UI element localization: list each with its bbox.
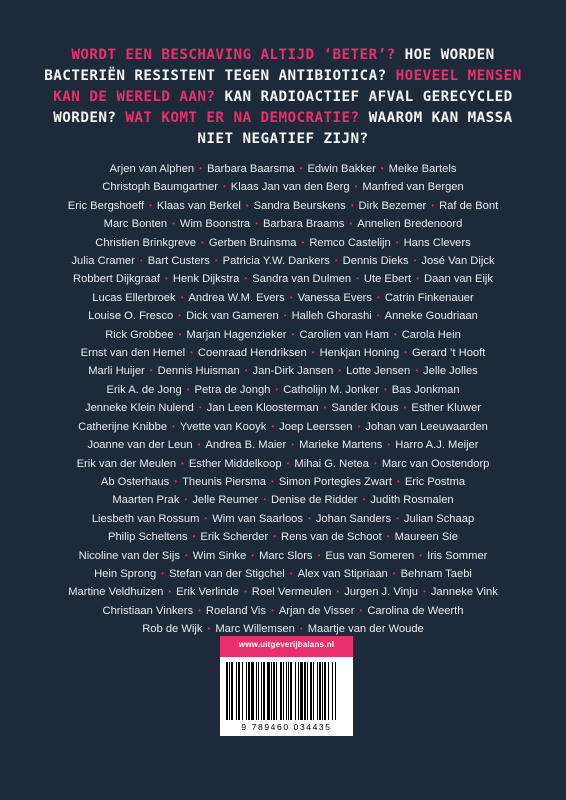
author-name: Daan van Eijk xyxy=(423,273,494,286)
bullet-separator: • xyxy=(354,182,358,192)
author-name: Wim Boonstra xyxy=(179,218,251,231)
bullet-separator: • xyxy=(357,421,361,431)
barcode-bar xyxy=(288,662,289,720)
author-row xyxy=(40,528,526,546)
author-name: Catholijn M. Jonker xyxy=(283,383,379,396)
author-name: Halleh Ghorashi xyxy=(291,310,372,323)
author-name: Martine Veldhuizen xyxy=(68,586,164,599)
author-row xyxy=(40,565,526,583)
bullet-separator: • xyxy=(190,348,193,358)
author-name: Behnam Taebi xyxy=(400,567,472,580)
barcode-bars xyxy=(226,662,347,720)
barcode-bar xyxy=(290,662,292,720)
author-row xyxy=(40,234,526,252)
bullet-separator: • xyxy=(386,532,390,542)
barcode-bar xyxy=(256,662,257,720)
bullet-separator: • xyxy=(149,200,152,210)
author-row xyxy=(40,455,526,473)
bullet-separator: • xyxy=(149,366,153,376)
barcode-bar xyxy=(276,662,277,720)
barcode-bar xyxy=(332,662,333,720)
author-name: Jelle Jolles xyxy=(423,365,478,378)
barcode-bar xyxy=(251,662,254,720)
bullet-separator: • xyxy=(207,624,211,634)
bullet-separator: • xyxy=(415,366,419,376)
author-name: Carolien van Ham xyxy=(299,328,389,341)
bullet-separator: • xyxy=(186,384,190,394)
author-name: Jenneke Klein Nulend xyxy=(84,402,194,415)
bullet-separator: • xyxy=(244,366,248,376)
author-name: Jan-Dirk Jansen xyxy=(252,365,334,378)
barcode-bar xyxy=(273,662,275,720)
author-name: Erik A. de Jong xyxy=(106,383,182,396)
author-row xyxy=(40,491,526,509)
author-name: Meike Bartels xyxy=(388,163,457,175)
headline-segment: HOEVEEL MENSEN KAN DE WERELD AAN? xyxy=(53,68,522,105)
bullet-separator: • xyxy=(286,458,290,468)
bullet-separator: • xyxy=(263,495,267,505)
author-name: Simon Portegies Zwart xyxy=(278,475,393,488)
bullet-separator: • xyxy=(198,605,201,615)
author-name: Ab Osterhaus xyxy=(100,475,170,488)
bullet-separator: • xyxy=(192,532,196,542)
bullet-separator: • xyxy=(214,256,218,266)
author-name: Lotte Jensen xyxy=(346,365,411,378)
barcode-bar xyxy=(231,662,233,720)
barcode-bar xyxy=(242,662,243,720)
author-name: Arjan de Visser xyxy=(278,604,355,617)
bullet-separator: • xyxy=(222,182,226,192)
author-name: Ute Ebert xyxy=(363,273,412,286)
author-name: Wim van Saarloos xyxy=(212,512,303,525)
bullet-separator: • xyxy=(184,495,188,505)
author-name: Sandra Beurskens xyxy=(253,199,346,212)
bullet-separator: • xyxy=(299,164,303,173)
bullet-separator: • xyxy=(172,421,175,431)
author-name: Andrea W.M. Evers xyxy=(188,291,285,304)
author-name: Roeland Vis xyxy=(205,604,267,617)
bullet-separator: • xyxy=(243,587,247,597)
author-name: Hans Clevers xyxy=(403,236,471,249)
author-name: Klaas Jan van den Berg xyxy=(230,181,350,194)
bullet-separator: • xyxy=(336,587,340,597)
author-name: Annelien Bredenoord xyxy=(357,218,463,231)
author-row xyxy=(40,510,526,528)
author-name: Catherijne Knibbe xyxy=(78,420,168,433)
author-name: Hein Sprong xyxy=(94,567,157,580)
author-name: Robbert Dijkgraaf xyxy=(72,273,161,286)
author-name: Maureen Sie xyxy=(394,531,459,544)
barcode-bar xyxy=(304,662,306,720)
author-row xyxy=(40,197,526,215)
barcode-bar xyxy=(226,662,228,720)
barcode-bar xyxy=(328,662,329,720)
barcode-bar xyxy=(246,662,247,720)
barcode-bar xyxy=(236,662,237,720)
bullet-separator: • xyxy=(393,329,397,339)
bullet-separator: • xyxy=(419,550,423,560)
bullet-separator: • xyxy=(139,256,143,266)
bullet-separator: • xyxy=(374,458,377,468)
author-name: Liesbeth van Rossum xyxy=(91,512,200,525)
bullet-separator: • xyxy=(423,587,426,597)
author-row xyxy=(40,270,526,288)
barcode-bar xyxy=(295,662,296,720)
bullet-separator: • xyxy=(359,605,363,615)
author-name: Marli Huijer xyxy=(88,365,145,378)
bullet-separator: • xyxy=(349,219,353,229)
bullet-separator: • xyxy=(413,256,417,266)
author-name: Carolina de Weerth xyxy=(367,604,464,617)
bullet-separator: • xyxy=(204,513,208,523)
author-name: Bas Jonkman xyxy=(391,383,460,396)
author-name: Patricia Y.W. Dankers xyxy=(222,255,330,268)
bullet-separator: • xyxy=(317,550,321,560)
bullet-separator: • xyxy=(168,587,172,597)
author-name: Roel Vermeulen xyxy=(251,586,332,599)
bullet-separator: • xyxy=(356,274,359,284)
barcode-bar xyxy=(258,662,259,720)
bullet-separator: • xyxy=(245,200,249,210)
bullet-separator: • xyxy=(383,384,387,394)
bullet-separator: • xyxy=(416,274,419,284)
author-name: Louise O. Fresco xyxy=(88,310,174,323)
bullet-separator: • xyxy=(198,403,202,413)
bullet-separator: • xyxy=(301,237,305,247)
barcode-bar xyxy=(310,662,312,720)
bullet-separator: • xyxy=(172,219,175,229)
author-name: Andrea B. Maier xyxy=(205,439,287,452)
bullet-separator: • xyxy=(380,164,384,173)
bullet-separator: • xyxy=(184,550,188,560)
bullet-separator: • xyxy=(291,440,295,450)
author-row xyxy=(40,344,526,362)
bullet-separator: • xyxy=(311,348,315,358)
author-name: Stefan van der Stigchel xyxy=(169,567,285,580)
bullet-separator: • xyxy=(199,164,202,173)
author-name: Catrin Finkenauer xyxy=(384,291,474,304)
barcode-bar xyxy=(322,662,323,720)
author-row xyxy=(40,289,526,307)
bullet-separator: • xyxy=(362,495,366,505)
headline-segment: HOE WORDEN BACTERIËN RESISTENT TEGEN ANTIBIOTICA? xyxy=(44,47,495,84)
author-row xyxy=(40,326,526,344)
author-row xyxy=(40,436,526,454)
author-row xyxy=(40,178,526,196)
author-row xyxy=(40,602,526,620)
author-name: Dennis Dieks xyxy=(342,255,409,268)
author-name: Petra de Jongh xyxy=(194,383,271,396)
barcode-bar xyxy=(271,662,272,720)
bullet-separator: • xyxy=(244,274,248,284)
barcode-bar xyxy=(283,662,284,720)
author-name: Christoph Baumgartner xyxy=(102,181,218,194)
bullet-separator: • xyxy=(396,513,399,523)
author-name: Dennis Huisman xyxy=(157,365,240,378)
author-name: Marc van Oostendorp xyxy=(381,457,490,470)
author-name: Jurgen J. Vinju xyxy=(344,586,419,599)
bullet-separator: • xyxy=(289,292,293,302)
bullet-separator: • xyxy=(201,237,204,247)
barcode-bar xyxy=(238,662,240,720)
author-name: Rens van de Schoot xyxy=(281,531,382,544)
author-name: Arjen van Alphen xyxy=(109,163,195,175)
author-row xyxy=(40,399,526,417)
author-name: Remco Castelijn xyxy=(309,236,391,249)
author-name: Dirk Bezemer xyxy=(358,199,427,212)
author-name: Henkjan Honing xyxy=(319,347,400,360)
bullet-separator: • xyxy=(350,200,354,210)
author-name: Erik van der Meulen xyxy=(76,457,177,470)
author-name: Denise de Ridder xyxy=(271,494,358,507)
author-name: Joanne van der Leun xyxy=(87,439,193,452)
bullet-separator: • xyxy=(271,605,274,615)
author-name: Esther Middelkoop xyxy=(188,457,282,470)
author-name: Wim Sinke xyxy=(192,549,247,562)
author-name: Ernst van den Hemel xyxy=(80,347,186,360)
author-name: Anneke Goudriaan xyxy=(384,310,478,323)
bullet-separator: • xyxy=(387,440,391,450)
barcode-bar xyxy=(248,662,250,720)
bullet-separator: • xyxy=(431,200,435,210)
author-name: Sander Klous xyxy=(331,402,399,415)
author-name: Jelle Reumer xyxy=(192,494,259,507)
author-name: Carola Hein xyxy=(401,328,461,341)
author-name: Nicoline van der Sijs xyxy=(78,549,180,562)
author-name: Marc Slors xyxy=(259,549,313,562)
author-name: Gerard ’t Hooft xyxy=(411,347,486,360)
author-name: José Van Dijck xyxy=(421,255,495,268)
author-name: Joep Leerssen xyxy=(279,420,353,433)
barcode-bar xyxy=(298,662,299,720)
author-name: Marc Bonten xyxy=(103,218,168,231)
headline-segment: KAN RADIOACTIEF AFVAL GERECYCLED WORDEN? xyxy=(53,89,513,126)
barcode-bar xyxy=(280,662,282,720)
bullet-separator: • xyxy=(273,532,276,542)
bullet-separator: • xyxy=(165,274,168,284)
author-name: Johan van Leeuwaarden xyxy=(365,420,488,433)
author-name: Raf de Bont xyxy=(439,199,499,212)
bullet-separator: • xyxy=(161,568,165,578)
bullet-separator: • xyxy=(178,329,182,339)
barcode-bar xyxy=(267,662,270,720)
author-name: Rick Grobbee xyxy=(105,328,174,341)
author-name: Bart Custers xyxy=(147,255,210,268)
author-name: Christien Brinkgreve xyxy=(95,236,196,249)
bullet-separator: • xyxy=(255,219,258,229)
author-name: Johan Sanders xyxy=(315,512,392,525)
author-name: Barbara Braams xyxy=(262,218,345,231)
author-name: Klaas van Berkel xyxy=(156,199,241,212)
headline-segment: WAT KOMT ER NA DEMOCRATIE? xyxy=(125,110,360,126)
bullet-separator: • xyxy=(334,256,338,266)
author-name: Esther Kluwer xyxy=(411,402,482,415)
isbn-digits: 9 789460 034435 xyxy=(241,722,332,732)
author-row xyxy=(40,215,526,233)
bullet-separator: • xyxy=(251,550,255,560)
publisher-url-strip xyxy=(220,636,353,657)
author-name: Marc Willemsen xyxy=(215,623,295,636)
barcode-bar xyxy=(261,662,262,720)
bullet-separator: • xyxy=(174,476,178,486)
author-name: Julian Schaap xyxy=(403,512,475,525)
barcode-bar xyxy=(317,662,318,720)
author-name: Christiaan Vinkers xyxy=(102,604,194,617)
barcode-bar xyxy=(319,662,321,720)
author-name: Judith Rosmalen xyxy=(370,494,454,507)
bullet-separator: • xyxy=(289,568,293,578)
author-row xyxy=(40,252,526,270)
barcode-bar xyxy=(324,662,326,720)
barcode-label xyxy=(220,636,353,736)
author-name: Eus van Someren xyxy=(325,549,415,562)
author-name: Henk Dijkstra xyxy=(172,273,240,286)
headline-segment: WORDT EEN BESCHAVING ALTIJD ‘BETER’? xyxy=(71,47,396,63)
headline-questions xyxy=(40,45,526,150)
bullet-separator: • xyxy=(377,292,380,302)
barcode-bar xyxy=(263,662,265,720)
author-name: Manfred van Bergen xyxy=(362,181,464,194)
author-row xyxy=(40,473,526,491)
author-name: Philip Scheltens xyxy=(107,531,188,544)
bullet-separator: • xyxy=(271,476,274,486)
bullet-separator: • xyxy=(271,421,275,431)
barcode-bar xyxy=(307,662,308,720)
bullet-separator: • xyxy=(404,348,407,358)
barcode-bar xyxy=(286,662,287,720)
headline-segment: WAAROM KAN MASSA NIET NEGATIEF ZIJN? xyxy=(197,110,513,147)
author-name: Theunis Piersma xyxy=(182,475,267,488)
author-name: Barbara Baarsma xyxy=(206,163,295,175)
bullet-separator: • xyxy=(338,366,342,376)
bullet-separator: • xyxy=(395,237,399,247)
author-name: Jan Leen Kloosterman xyxy=(206,402,319,415)
barcode-bar xyxy=(335,662,336,720)
bullet-separator: • xyxy=(178,311,182,321)
bullet-separator: • xyxy=(308,513,311,523)
bullet-separator: • xyxy=(392,568,396,578)
author-name: Dick van Gameren xyxy=(186,310,279,323)
author-name: Harro A.J. Meijer xyxy=(395,439,479,452)
author-name: Vanessa Evers xyxy=(297,291,372,304)
author-name: Eric Postma xyxy=(404,475,466,488)
author-name: Yvette van Kooyk xyxy=(179,420,267,433)
author-row xyxy=(40,547,526,565)
author-row xyxy=(40,418,526,436)
barcode-bar xyxy=(300,662,303,720)
bullet-separator: • xyxy=(323,403,327,413)
bullet-separator: • xyxy=(275,384,279,394)
author-name: Erik Scherder xyxy=(200,531,269,544)
author-list xyxy=(40,160,526,639)
bullet-separator: • xyxy=(397,476,400,486)
barcode-bar xyxy=(313,662,314,720)
author-name: Janneke Vink xyxy=(430,586,498,599)
author-name: Alex van Stipriaan xyxy=(297,567,388,580)
author-name: Maarten Prak xyxy=(112,494,180,507)
bullet-separator: • xyxy=(299,624,303,634)
bullet-separator: • xyxy=(197,440,201,450)
author-name: Coenraad Hendriksen xyxy=(197,347,307,360)
author-name: Gerben Bruinsma xyxy=(208,236,297,249)
author-row xyxy=(40,583,526,601)
author-name: Marieke Martens xyxy=(299,439,383,452)
bullet-separator: • xyxy=(376,311,380,321)
author-name: Maartje van der Woude xyxy=(307,623,424,636)
bullet-separator: • xyxy=(180,292,184,302)
bullet-separator: • xyxy=(291,329,295,339)
author-name: Mihai G. Netea xyxy=(294,457,370,470)
barcode-bar xyxy=(229,662,230,720)
author-name: Edwin Bakker xyxy=(307,163,376,175)
author-name: Julia Cramer xyxy=(71,255,135,268)
author-name: Eric Bergshoeff xyxy=(67,199,145,212)
author-name: Rob de Wijk xyxy=(142,623,203,636)
author-row xyxy=(40,160,526,178)
author-name: Lucas Ellerbroek xyxy=(92,291,176,304)
author-name: Marjan Hagenzieker xyxy=(186,328,287,341)
author-row xyxy=(40,307,526,325)
author-row xyxy=(40,362,526,380)
author-name: Sandra van Dulmen xyxy=(252,273,352,286)
bullet-separator: • xyxy=(283,311,287,321)
bullet-separator: • xyxy=(181,458,184,468)
publisher-url: www.uitgeverijbalans.nl xyxy=(238,640,335,649)
bullet-separator: • xyxy=(403,403,407,413)
author-row xyxy=(40,381,526,399)
author-name: Iris Sommer xyxy=(427,549,488,562)
author-name: Erik Verlinde xyxy=(176,586,239,599)
